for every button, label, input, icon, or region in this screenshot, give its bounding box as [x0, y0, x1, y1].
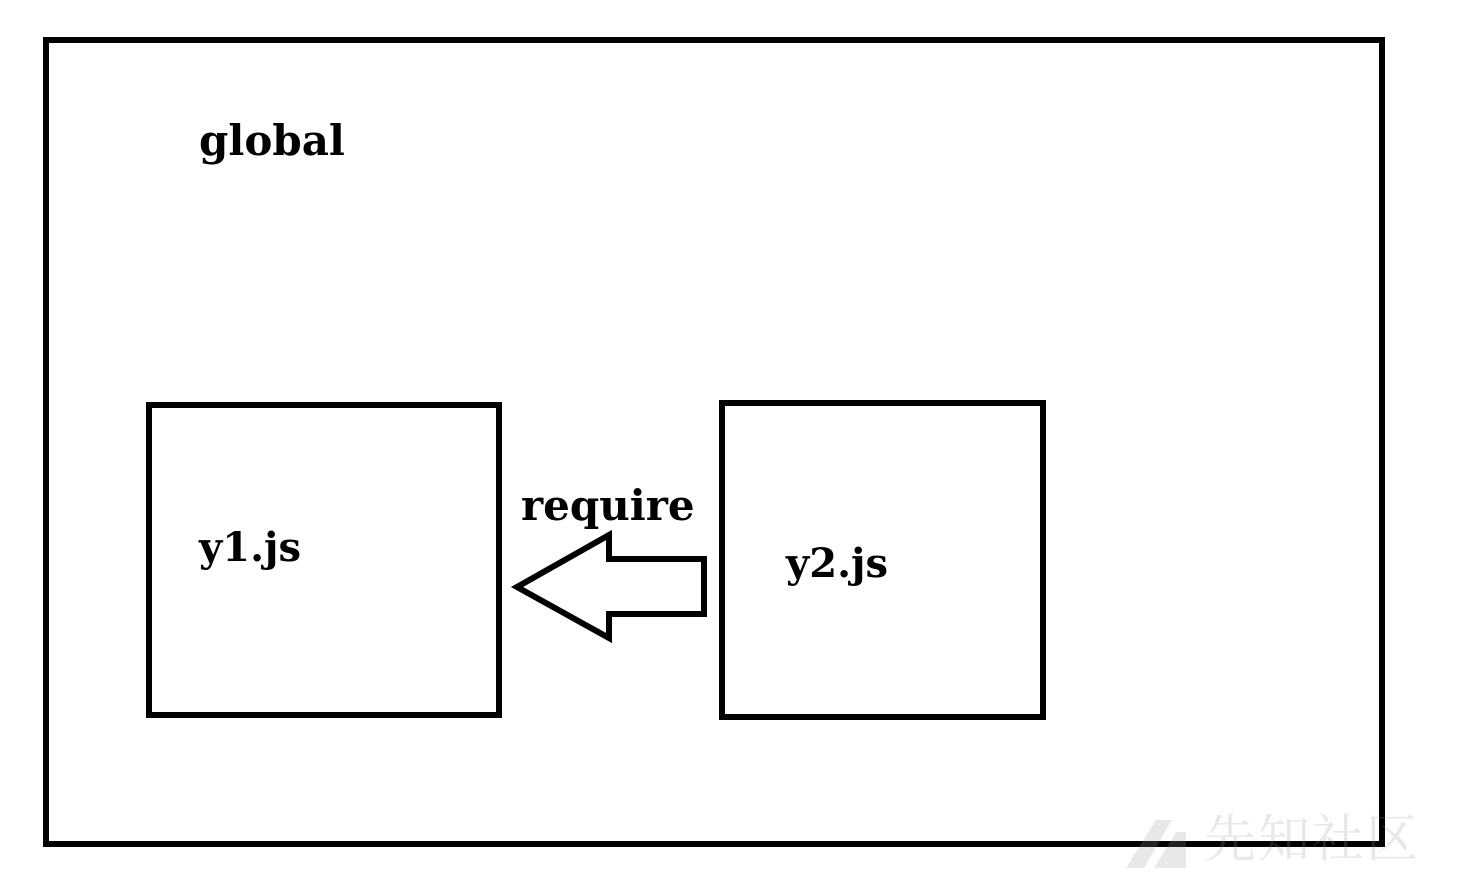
watermark-text: 先知社区	[1204, 810, 1421, 870]
xianzhi-logo-icon	[1120, 812, 1190, 872]
watermark	[1120, 808, 1450, 878]
require-arrow-icon	[505, 525, 715, 650]
module-label-y2: y2.js	[786, 540, 888, 587]
require-arrow-shape	[517, 535, 704, 638]
global-label: global	[199, 116, 345, 165]
require-label: require	[521, 481, 695, 530]
module-label-y1: y1.js	[199, 524, 301, 571]
